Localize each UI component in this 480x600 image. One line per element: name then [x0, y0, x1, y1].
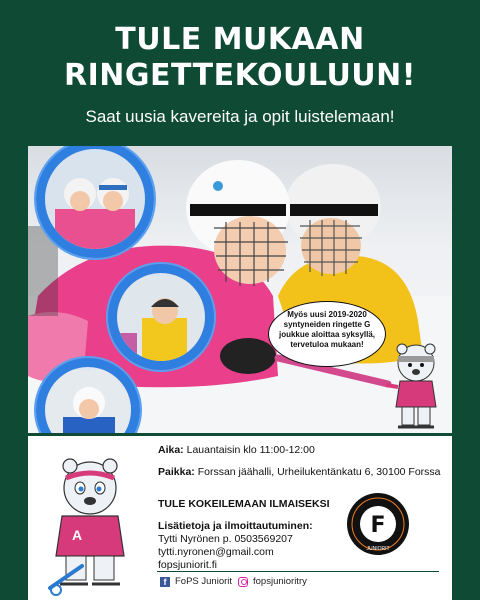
facebook-link[interactable]	[160, 576, 232, 587]
contact-website: fopsjuniorit.fi	[158, 559, 217, 571]
instagram-handle: fopsjunioritry	[253, 576, 307, 587]
ring-photo-bottom	[36, 358, 140, 436]
kids-photo-1	[45, 149, 145, 249]
time-value: Lauantaisin klo 11:00-12:00	[186, 444, 315, 456]
ring-photo-middle	[108, 264, 214, 370]
polar-bear-mascot-skating	[376, 341, 452, 436]
title-line-1: TULE MUKAAN	[115, 22, 365, 57]
logo-ring-text: FORSSAN PALLOSEURA	[350, 484, 406, 489]
logo-letter: F	[370, 513, 386, 538]
kids-photo-2	[117, 273, 207, 363]
instagram-icon	[238, 577, 248, 587]
contact-heading: Lisätietoja ja ilmoittautuminen:	[158, 520, 313, 532]
time-row	[158, 444, 448, 457]
trial-text: TULE KOKEILEMAAN ILMAISEKSI	[158, 498, 330, 510]
logo-bottom-text: JUNIORIT	[366, 546, 390, 552]
ring-label: RINGETTE	[68, 366, 108, 372]
place-row	[158, 466, 450, 479]
contact-email: tytti.nyronen@gmail.com	[158, 546, 274, 558]
place-value: Forssan jäähalli, Urheilukentänkatu 6, 30100 Forssa	[197, 466, 441, 478]
time-label: Aika:	[158, 444, 184, 456]
contact-name: Tytti Nyrönen p. 0503569207	[158, 533, 293, 545]
poster-title	[0, 22, 480, 94]
club-logo	[346, 492, 410, 556]
title-line-2: RINGETTEKOULUUN!	[64, 58, 416, 93]
place-label: Paikka:	[158, 466, 195, 478]
facebook-icon: f	[160, 577, 170, 587]
svg-text:A: A	[72, 527, 83, 543]
polar-bear-mascot	[42, 456, 138, 596]
social-divider	[157, 571, 439, 572]
poster-subtitle: Saat uusia kavereita ja opit luistelemaan!	[85, 107, 395, 126]
ring-label: RINGETTE	[141, 272, 181, 278]
instagram-link[interactable]	[238, 576, 307, 587]
speech-bubble: Myös uusi 2019-2020 syntyneiden ringette G joukkue aloittaa syksyllä, tervetuloa mukaan!	[268, 301, 386, 367]
hero-photo	[28, 146, 452, 436]
kids-photo-3	[45, 367, 133, 436]
ring-label: RINGETTE	[75, 148, 115, 154]
facebook-handle: FoPS Juniorit	[175, 576, 233, 587]
